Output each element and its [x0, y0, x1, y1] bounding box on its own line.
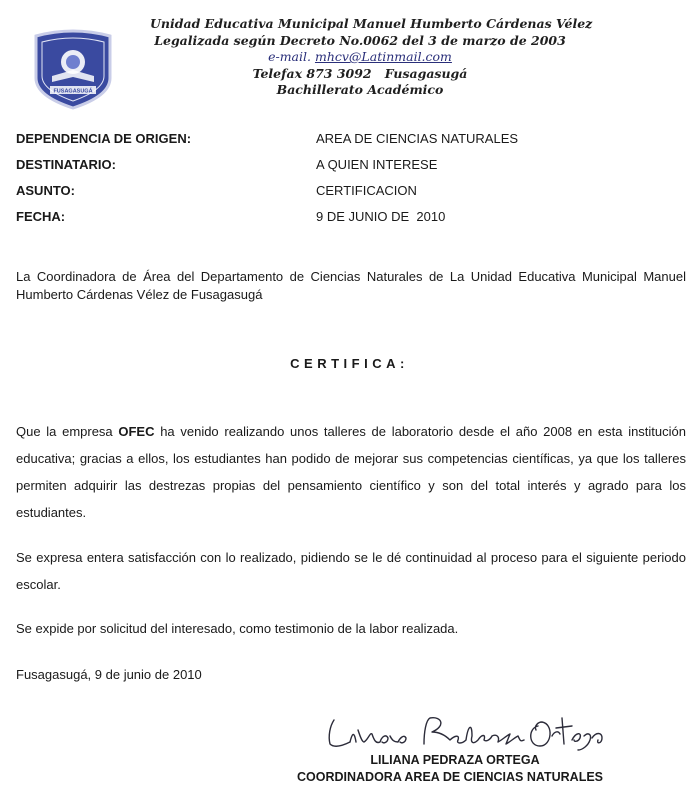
- closing-date: Fusagasugá, 9 de junio de 2010: [16, 667, 202, 682]
- info-row-destinatario: [16, 157, 576, 183]
- info-row-asunto: [16, 183, 576, 209]
- company-name: OFEC: [118, 424, 155, 439]
- info-value: 9 DE JUNIO DE 2010: [316, 209, 446, 224]
- p1-before: Que la empresa: [16, 424, 119, 439]
- signer-title: COORDINADORA AREA DE CIENCIAS NATURALES: [296, 770, 604, 784]
- signer-name: LILIANA PEDRAZA ORTEGA: [370, 753, 540, 767]
- program-name: Bachillerato Académico: [276, 82, 444, 97]
- school-shield-logo: [30, 26, 116, 110]
- intro-paragraph: La Coordinadora de Área del Departamento de Ciencias Naturales de La Unidad Educativa Municipal Manuel Humberto Cárdenas Vélez de Fusagasugá: [16, 269, 686, 302]
- city-name: Fusagasugá: [384, 65, 468, 81]
- body-paragraph-2: Se expresa entera satisfacción con lo realizado, pidiendo se le dé continuidad al proceso para el siguiente periodo escolar.: [16, 550, 686, 592]
- handwritten-signature: [320, 706, 610, 756]
- body-paragraph-1: [16, 418, 686, 526]
- legalization-line: Legalizada según Decreto No.0062 del 3 de marzo de 2003: [154, 32, 566, 48]
- email-prefix: e-mail.: [268, 49, 311, 64]
- info-value: AREA DE CIENCIAS NATURALES: [316, 131, 519, 146]
- certifica-heading: CERTIFICA:: [290, 356, 409, 371]
- body-paragraph-3: Se expide por solicitud del interesado, como testimonio de la labor realizada.: [16, 621, 459, 636]
- info-label: DEPENDENCIA DE ORIGEN:: [16, 131, 192, 146]
- contact-line: [150, 66, 570, 83]
- info-block: [16, 131, 576, 235]
- signer-block: [240, 752, 660, 786]
- info-label: DESTINATARIO:: [16, 157, 116, 172]
- info-label: ASUNTO:: [16, 183, 75, 198]
- info-label: FECHA:: [16, 209, 66, 224]
- phone-number: Telefax 873 3092: [252, 65, 372, 81]
- email-line: [150, 49, 570, 66]
- email-link[interactable]: mhcv@Latinmail.com: [314, 49, 452, 64]
- info-value: A QUIEN INTERESE: [316, 157, 438, 172]
- logo-banner-text: FUSAGASUGÁ: [53, 88, 93, 95]
- institution-name: Unidad Educativa Municipal Manuel Humberto Cárdenas Vélez: [150, 16, 593, 31]
- info-row-dependencia: [16, 131, 576, 157]
- info-value: CERTIFICACION: [316, 183, 417, 198]
- info-row-fecha: [16, 209, 576, 235]
- p1-after: ha venido realizando unos talleres de laboratorio desde el año 2008 en esta institución educativa; gracias a ellos, los estudiantes han podido de mejorar sus competencias científicas, ya que los talleres permiten adquirir las destrezas propias del pensamiento científico y son del total interés y agrado para los estudiantes.: [16, 424, 686, 520]
- letterhead: [150, 16, 593, 99]
